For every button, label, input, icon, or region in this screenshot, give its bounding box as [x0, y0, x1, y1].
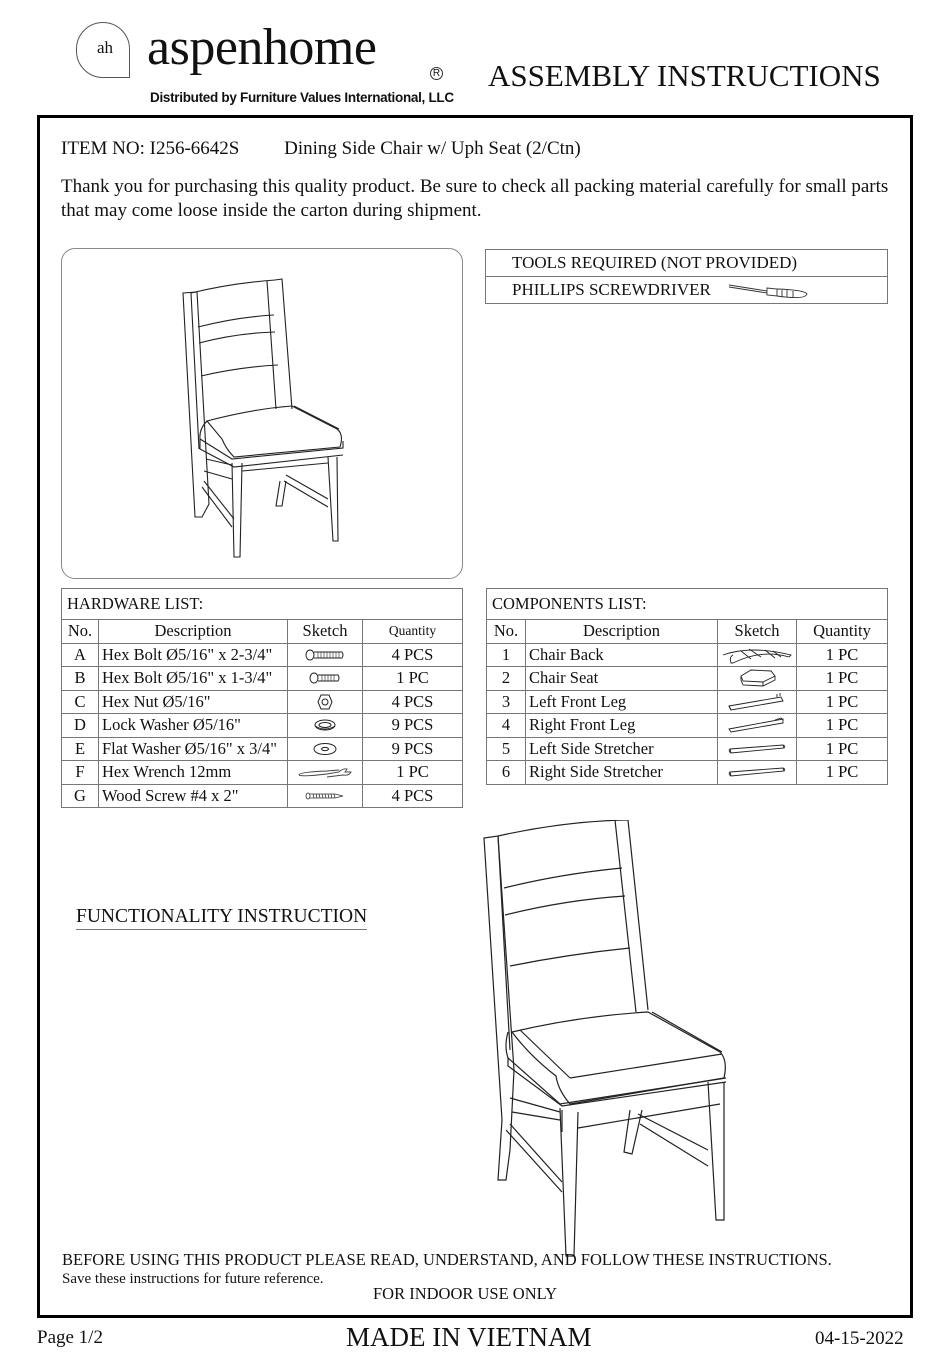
row-no: B: [62, 667, 99, 691]
col-header-no: No.: [62, 620, 99, 644]
col-header-description: Description: [526, 620, 718, 644]
wood-screw-icon: [305, 792, 345, 800]
components-list-title: COMPONENTS LIST:: [487, 589, 888, 620]
sketch-cell: [288, 714, 363, 738]
col-header-sketch: Sketch: [718, 620, 797, 644]
tool-label: PHILLIPS SCREWDRIVER: [512, 280, 711, 299]
row-no: 6: [487, 761, 526, 785]
row-no: D: [62, 714, 99, 738]
row-description: Hex Wrench 12mm: [99, 761, 288, 785]
right-front-leg-icon: [727, 716, 787, 734]
row-quantity: 1 PC: [797, 714, 888, 738]
chair-back-icon: [721, 645, 793, 665]
table-row: [487, 690, 888, 714]
hardware-list-table: [61, 588, 463, 808]
table-row: [62, 784, 463, 808]
table-row: [62, 761, 463, 785]
row-no: 1: [487, 643, 526, 667]
row-no: G: [62, 784, 99, 808]
table-row: [62, 643, 463, 667]
tool-row: [486, 277, 888, 304]
row-description: Flat Washer Ø5/16" x 3/4": [99, 737, 288, 761]
hex-nut-icon: [317, 694, 333, 710]
warning-save-instructions: Save these instructions for future reference.: [62, 1271, 324, 1287]
col-header-no: No.: [487, 620, 526, 644]
row-description: Hex Bolt Ø5/16" x 2-3/4": [99, 643, 288, 667]
row-quantity: 1 PC: [363, 667, 463, 691]
functionality-heading: FUNCTIONALITY INSTRUCTION: [76, 906, 367, 930]
stretcher-icon: [727, 765, 787, 779]
row-quantity: 9 PCS: [363, 714, 463, 738]
logo-mark: ah: [96, 38, 114, 57]
sketch-cell: [288, 667, 363, 691]
screwdriver-icon: [727, 282, 809, 300]
sketch-cell: [718, 667, 797, 691]
row-quantity: 1 PC: [363, 761, 463, 785]
row-quantity: 1 PC: [797, 667, 888, 691]
table-row: [62, 737, 463, 761]
row-description: Hex Nut Ø5/16": [99, 690, 288, 714]
document-date: 04-15-2022: [815, 1328, 904, 1349]
table-row: [62, 714, 463, 738]
sketch-cell: [718, 761, 797, 785]
intro-paragraph: Thank you for purchasing this quality product. Be sure to check all packing material carefully for small parts that may come loose inside the carton during shipment.: [61, 176, 889, 221]
row-description: Chair Seat: [526, 667, 718, 691]
col-header-quantity: Quantity: [363, 620, 463, 644]
registered-mark-icon: R: [430, 67, 443, 80]
sketch-cell: [718, 714, 797, 738]
col-header-quantity: Quantity: [797, 620, 888, 644]
sketch-cell: [288, 761, 363, 785]
page-number: Page 1/2: [37, 1327, 103, 1348]
row-description: Lock Washer Ø5/16": [99, 714, 288, 738]
sketch-cell: [288, 784, 363, 808]
row-description: Hex Bolt Ø5/16" x 1-3/4": [99, 667, 288, 691]
row-no: F: [62, 761, 99, 785]
long-hex-bolt-icon: [305, 649, 345, 661]
components-list-table: [486, 588, 888, 785]
sketch-cell: [288, 643, 363, 667]
row-description: Wood Screw #4 x 2": [99, 784, 288, 808]
item-number: ITEM NO: I256-6642S: [61, 138, 240, 159]
row-description: Left Front Leg: [526, 690, 718, 714]
row-no: 3: [487, 690, 526, 714]
hardware-list-title: HARDWARE LIST:: [62, 589, 463, 620]
table-row: [62, 690, 463, 714]
row-quantity: 4 PCS: [363, 643, 463, 667]
table-row: [487, 761, 888, 785]
lock-washer-icon: [313, 718, 337, 732]
row-no: C: [62, 690, 99, 714]
row-no: 5: [487, 737, 526, 761]
left-front-leg-icon: [727, 693, 787, 711]
table-row: [487, 667, 888, 691]
col-header-description: Description: [99, 620, 288, 644]
flat-washer-icon: [312, 742, 338, 756]
row-quantity: 4 PCS: [363, 690, 463, 714]
row-quantity: 1 PC: [797, 643, 888, 667]
warning-read-instructions: BEFORE USING THIS PRODUCT PLEASE READ, UNDERSTAND, AND FOLLOW THESE INSTRUCTIONS.: [62, 1250, 832, 1269]
row-quantity: 1 PC: [797, 737, 888, 761]
sketch-cell: [288, 737, 363, 761]
row-no: A: [62, 643, 99, 667]
stretcher-icon: [727, 742, 787, 756]
row-quantity: 1 PC: [797, 761, 888, 785]
wrench-icon: [297, 766, 353, 778]
sketch-cell: [718, 643, 797, 667]
row-quantity: 9 PCS: [363, 737, 463, 761]
distributor-line: Distributed by Furniture Values International, LLC: [150, 90, 454, 105]
indoor-use-notice: FOR INDOOR USE ONLY: [373, 1284, 557, 1303]
document-title: ASSEMBLY INSTRUCTIONS: [488, 58, 881, 93]
tools-table: [485, 249, 888, 304]
sketch-cell: [288, 690, 363, 714]
table-row: [487, 714, 888, 738]
sketch-cell: [718, 737, 797, 761]
chair-illustration: [62, 249, 462, 578]
short-hex-bolt-icon: [309, 672, 341, 684]
tools-header: TOOLS REQUIRED (NOT PROVIDED): [486, 250, 888, 277]
sketch-cell: [718, 690, 797, 714]
row-quantity: 4 PCS: [363, 784, 463, 808]
brand-name: aspenhome: [147, 19, 377, 76]
table-row: [62, 667, 463, 691]
chair-illustration-large: [470, 820, 750, 1260]
row-description: Right Side Stretcher: [526, 761, 718, 785]
row-description: Left Side Stretcher: [526, 737, 718, 761]
item-line: [61, 138, 581, 160]
row-no: 2: [487, 667, 526, 691]
chair-seat-icon: [737, 668, 777, 688]
item-description: Dining Side Chair w/ Uph Seat (2/Ctn): [284, 138, 581, 159]
row-no: E: [62, 737, 99, 761]
country-of-origin: MADE IN VIETNAM: [346, 1322, 592, 1352]
row-description: Right Front Leg: [526, 714, 718, 738]
table-row: [487, 643, 888, 667]
row-description: Chair Back: [526, 643, 718, 667]
product-image-box: [61, 248, 463, 579]
row-quantity: 1 PC: [797, 690, 888, 714]
col-header-sketch: Sketch: [288, 620, 363, 644]
row-no: 4: [487, 714, 526, 738]
table-row: [487, 737, 888, 761]
